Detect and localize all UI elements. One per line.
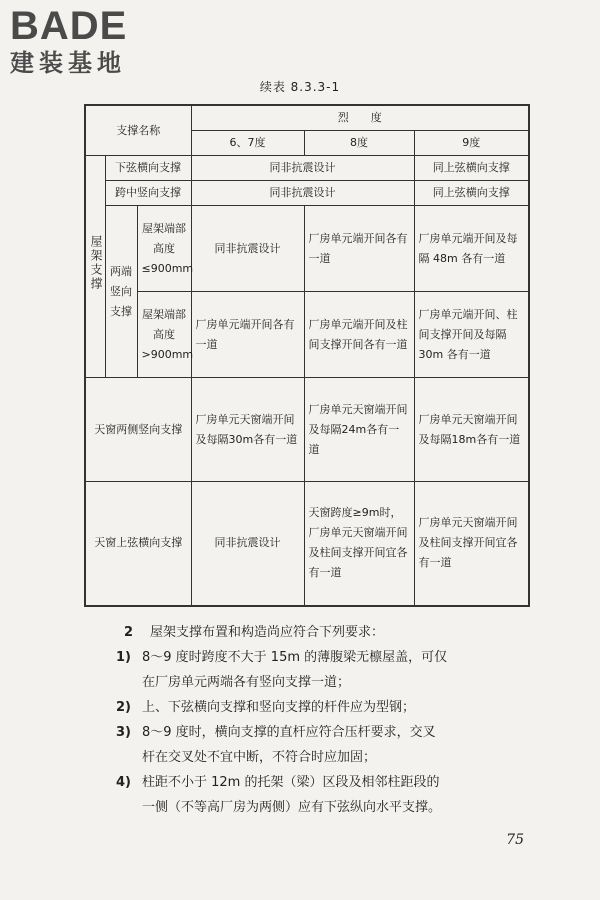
logo-subtitle: 建装基地 — [10, 49, 126, 77]
logo-text: BADE — [10, 4, 128, 48]
list-item: 3) 8～9 度时，横向支撑的直杆应符合压杆要求，交叉 杆在交叉处不宜中断，不符合时应加固； — [116, 725, 436, 765]
bracing-table — [84, 104, 530, 607]
row-height-high-deg67: 厂房单元端开间各有一道 — [191, 292, 304, 378]
row-skylight-upper-deg8: 天窗跨度≥9m时，厂房单元天窗端开间及柱间支撑开间宜各有一道 — [304, 482, 414, 606]
row-height-high-condition: 屋架端部高度>900mm — [137, 292, 191, 378]
list-heading-text: 屋架支撑布置和构造尚应符合下列要求： — [150, 625, 385, 640]
list-item: 2) 上、下弦横向支撑和竖向支撑的杆件应为型钢； — [116, 700, 416, 715]
row-midspan-deg9: 同上弦横向支撑 — [414, 181, 529, 206]
row-lower-chord-deg9: 同上弦横向支撑 — [414, 156, 529, 181]
row-lower-chord-name: 下弦横向支撑 — [105, 156, 191, 181]
page-number: 75 — [506, 832, 524, 848]
row-height-low-deg67: 同非抗震设计 — [191, 206, 304, 292]
row-skylight-vertical-deg67: 厂房单元天窗端开间及每隔30m各有一道 — [191, 378, 304, 482]
header-intensity: 烈 度 — [191, 105, 529, 131]
row-skylight-upper-deg9: 厂房单元天窗端开间及柱间支撑开间宜各有一道 — [414, 482, 529, 606]
row-height-high-deg9: 厂房单元端开间、柱间支撑开间及每隔 30m 各有一道 — [414, 292, 529, 378]
header-degree-8: 8度 — [304, 131, 414, 156]
row-height-low-deg9: 厂房单元端开间及每隔 48m 各有一道 — [414, 206, 529, 292]
row-height-low-deg8: 厂房单元端开间各有一道 — [304, 206, 414, 292]
row-skylight-upper-name: 天窗上弦横向支撑 — [85, 482, 191, 606]
row-skylight-vertical-name: 天窗两侧竖向支撑 — [85, 378, 191, 482]
row-skylight-upper-deg67: 同非抗震设计 — [191, 482, 304, 606]
row-height-low-condition: 屋架端部高度≤900mm — [137, 206, 191, 292]
watermark-logo — [10, 6, 180, 78]
row-skylight-vertical-deg8: 厂房单元天窗端开间及每隔24m各有一道 — [304, 378, 414, 482]
two-end-vertical-label: 两端竖向支撑 — [105, 206, 137, 378]
header-degree-6-7: 6、7度 — [191, 131, 304, 156]
requirements-list — [96, 620, 526, 820]
row-lower-chord-deg678: 同非抗震设计 — [191, 156, 414, 181]
roof-truss-group-label: 屋架支撑 — [85, 156, 105, 378]
row-skylight-vertical-deg9: 厂房单元天窗端开间及每隔18m各有一道 — [414, 378, 529, 482]
row-midspan-name: 跨中竖向支撑 — [105, 181, 191, 206]
header-degree-9: 9度 — [414, 131, 529, 156]
list-heading — [96, 620, 526, 645]
list-item: 4) 柱距不小于 12m 的托架（梁）区段及相邻柱距段的 一侧（不等高厂房为两侧）应有下弦纵向水平支撑。 — [116, 775, 442, 815]
row-midspan-deg678: 同非抗震设计 — [191, 181, 414, 206]
row-height-high-deg8: 厂房单元端开间及柱间支撑开间各有一道 — [304, 292, 414, 378]
list-heading-number: 2 — [124, 625, 134, 640]
table-caption: 续表 8.3.3-1 — [259, 80, 341, 94]
header-support-name: 支撑名称 — [85, 105, 191, 156]
list-item: 1) 8～9 度时跨度不大于 15m 的薄腹梁无檩屋盖，可仅 在厂房单元两端各有竖向支撑一道； — [116, 650, 448, 690]
